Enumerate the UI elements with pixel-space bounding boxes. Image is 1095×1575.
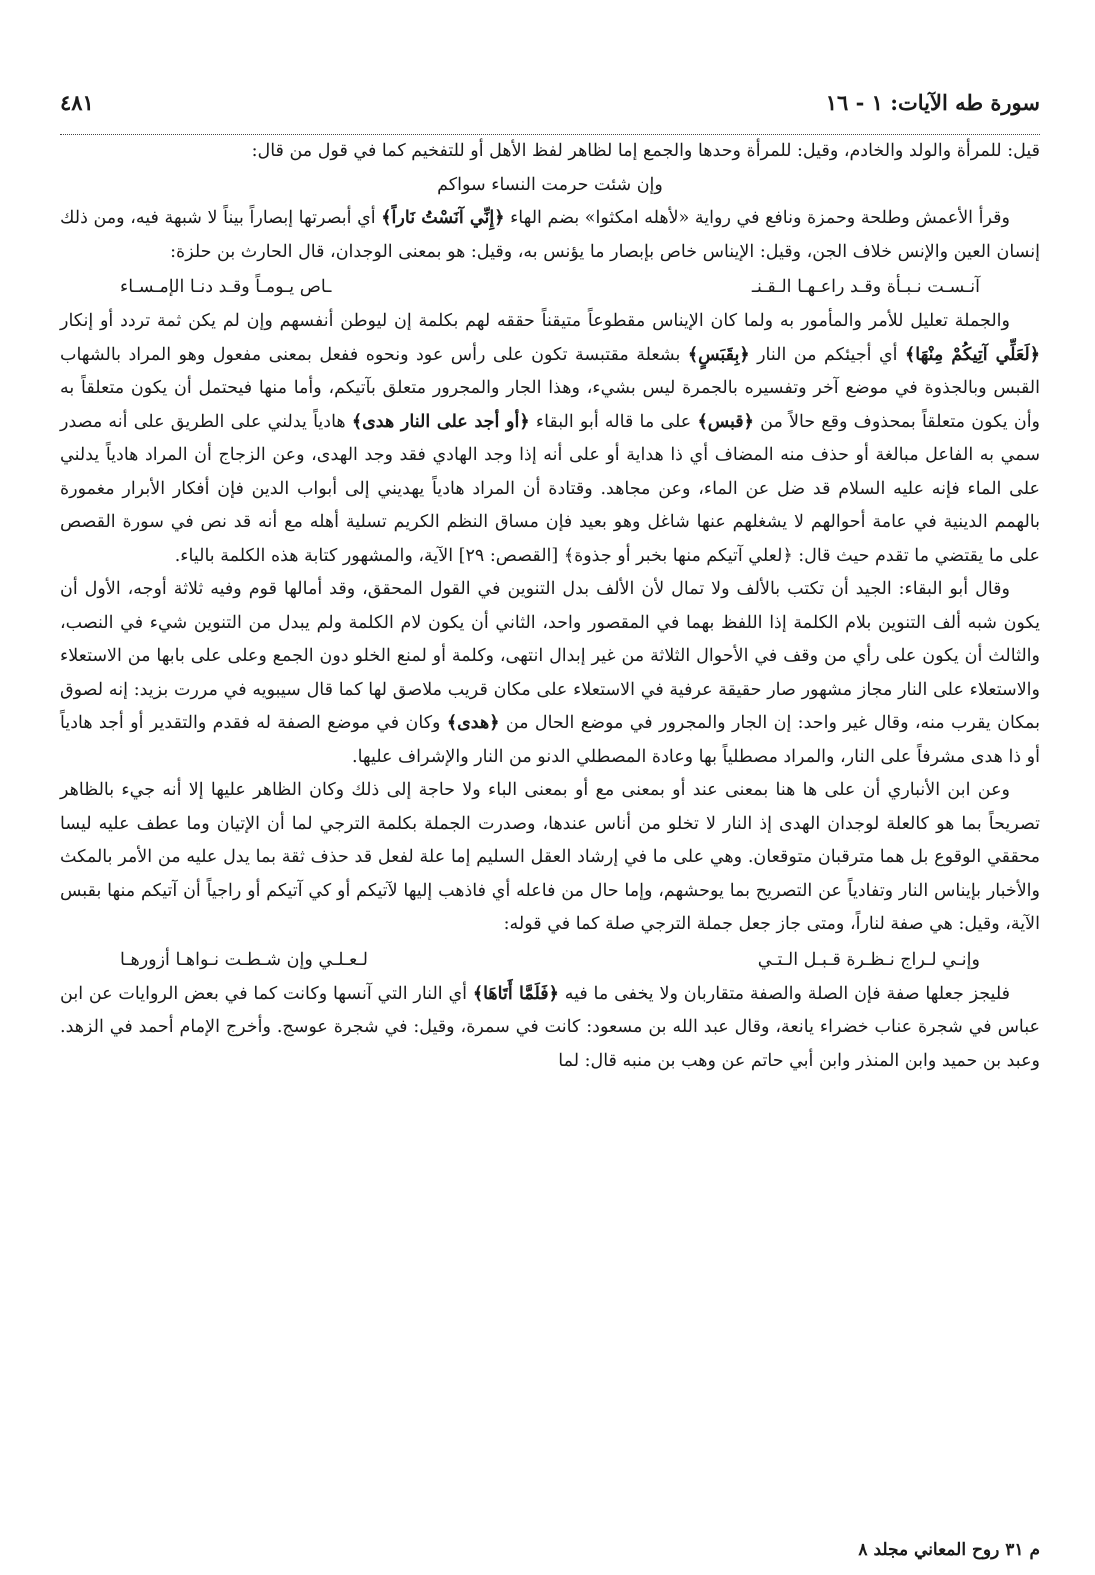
paragraph: وقرأ الأعمش وطلحة وحمزة ونافع في رواية «لأهله امكثوا» بضم الهاء ﴿إِنِّي آنَسْتُ نَاراً﴾ أي أبصرتها إبصاراً بيناً لا شبهة فيه، ومن ذلك إنسان العين والإنس خلاف الجن، وقيل: الإيناس خاص بإبصار ما يؤنس به، وقيل: هو بمعنى الوجدان، قال الحارث بن حلزة: xyxy=(60,208,1040,262)
quran-quote: ﴿قبس﴾ xyxy=(697,411,754,432)
page-header xyxy=(60,90,1040,135)
paragraph: وقال أبو البقاء: الجيد أن تكتب بالألف ولا تمال لأن الألف بدل التنوين في القول المحقق، وقد أمالها قوم وفيه ثلاثة أوجه، الأول أن يكون شبه ألف التنوين بلام الكلمة إذا اللفظ بهما في المقصور واحد، الثاني أن يكون لام الكلمة ولم يبدل من التنوين شيء في النصب، والثالث أن يكون على رأي من وقف في الأحوال الثلاثة من غير إبدال انتهى، وكلمة أو لمنع الخلو دون الجمع وعلى على بابها من الاستعلاء والاستعلاء على النار مجاز مشهور صار حقيقة عرفية في الاستعلاء على مكان قريب ملاصق لها كما قال سيبويه في مررت بزيد: إنه لصوق بمكان يقرب منه، وقال غير واحد: إن الجار والمجرور في موضع الحال من ﴿هدى﴾ وكان في موضع الصفة له فقدم والتقدير أو أجد هادياً أو ذا هدى مشرفاً على النار، والمراد مصطلياً بها وعادة المصطلي الدنو من النار والإشراف عليها. xyxy=(60,579,1040,767)
quran-quote: ﴿لعلي آتيكم منها بخبر أو جذوة﴾ xyxy=(563,545,793,566)
running-title: سورة طه الآيات: ١ - ١٦ xyxy=(825,90,1040,115)
verse-second-hemistich: لـعـلـي وإن شـطـت نـواهـا أزورهـا xyxy=(120,949,368,970)
verse-first-hemistich: وإنـي لـراج نـظـرة قـبـل الـتـي xyxy=(757,949,980,970)
paragraph: فليجز جعلها صفة فإن الصلة والصفة متقاربان ولا يخفى ما فيه ﴿فَلَمَّا أَتَاهَا﴾ أي النار التي آنسها وكانت كما في بعض الروايات عن ابن عباس في شجرة عناب خضراء يانعة، وقال عبد الله بن مسعود: كانت في سمرة، وقيل: في شجرة عوسج. وأخرج الإمام أحمد في الزهد. وعبد بن حميد وابن المنذر وابن أبي حاتم عن وهب بن منبه قال: لما xyxy=(60,983,1040,1071)
poetry-verse xyxy=(60,942,1040,978)
verse-first-hemistich: آنـسـت نـبـأة وقـد راعـهـا الـقـنـ xyxy=(751,277,980,297)
page-number: ٤٨١ xyxy=(60,90,94,115)
quran-quote: ﴿هدى﴾ xyxy=(446,713,500,733)
verse-second-hemistich: ـاص يـومـاً وقـد دنـا الإمـسـاء xyxy=(120,277,332,297)
page-footer-signature: م ٣١ روح المعاني مجلد ٨ xyxy=(858,1540,1040,1560)
quran-quote: ﴿إِنِّي آنَسْتُ نَاراً﴾ xyxy=(381,208,505,228)
quran-quote: ﴿فَلَمَّا أَتَاهَا﴾ xyxy=(472,983,559,1004)
paragraph: قيل: للمرأة والولد والخادم، وقيل: للمرأة وحدها والجمع إما لظاهر لفظ الأهل أو للتفخيم كما في قول من قال: xyxy=(251,141,1040,161)
poetry-verse xyxy=(60,269,1040,305)
quran-quote: ﴿لَعَلِّي آتِيكُمْ مِنْهَا﴾ xyxy=(904,344,1040,365)
quran-quote: ﴿أو أجد على النار هدى﴾ xyxy=(351,411,530,432)
paragraph: والجملة تعليل للأمر والمأمور به ولما كان الإيناس مقطوعاً متيقناً حققه لهم بكلمة إن ليوطن أنفسهم وإن لم يكن ثمة تردد أو إنكار ﴿لَعَلِّي آتِيكُمْ مِنْهَا﴾ أي أجيئكم من النار ﴿بِقَبَسٍ﴾ بشعلة مقتبسة تكون على رأس عود ونحوه ففعل بمعنى مفعول وهو المراد بالشهاب القبس وبالجذوة في موضع آخر وتفسيره بالجمرة ليس بشيء، وهذا الجار والمجرور متعلق بآتيكم، وأما منها فيحتمل أن يكون متعلقاً به وأن يكون متعلقاً بمحذوف وقع حالاً من ﴿قبس﴾ على ما قاله أبو البقاء ﴿أو أجد على النار هدى﴾ هادياً يدلني على الطريق على أنه مصدر سمي به الفاعل مبالغة أو حذف منه المضاف أي ذا هداية أو على أنه إذا وجد الهادي فقد وجد الهدى، وعن الزجاج أن المراد هادياً يدلني على الماء فإنه عليه السلام قد ضل عن الماء، وعن مجاهد. وقتادة أن المراد هادياً يهديني إلى أبواب الدين فإن أفكار الأبرار مغمورة بالهمم الدينية في عامة أحوالهم لا يشغلهم عنها شاغل وهو بعيد فإن مساق النظم الكريم تسلية أهله مع أنه قد نص في سورة القصص على ما يقتضي ما تقدم حيث قال: ﴿لعلي آتيكم منها بخبر أو جذوة﴾ [القصص: ٢٩] الآية، والمشهور كتابة هذه الكلمة بالياء. xyxy=(60,311,1041,566)
quran-quote: ﴿بِقَبَسٍ﴾ xyxy=(687,344,750,365)
poetry-line: وإن شئت حرمت النساء سواكم xyxy=(437,174,663,195)
book-page xyxy=(60,90,1040,1560)
paragraph: وعن ابن الأنباري أن على ها هنا بمعنى عند أو بمعنى مع أو بمعنى الباء ولا حاجة إلى ذلك وكان الظاهر عليها إلا أنه جيء بالظاهر تصريحاً بما هو كالعلة لوجدان الهدى إذ النار لا تخلو من أناس عندها، وصدرت الجملة بكلمة الترجي لما أن الإتيان وما عطف عليه ليسا محققي الوقوع بل هما مترقبان متوقعان. وهي على ما في إرشاد العقل السليم إما علة لفعل قد حذف ثقة بما يدل عليه من الأمر بالمكث والأخبار بإيناس النار وتفادياً عن التصريح بما يوحشهم، وإما حال من فاعله أي فاذهب إليها لآتيكم أو كي آتيكم أو راجياً أن آتيكم منها بقبس الآية، وقيل: هي صفة لناراً، ومتى جاز جعل جملة الترجي صلة كما في قوله: xyxy=(60,780,1040,934)
